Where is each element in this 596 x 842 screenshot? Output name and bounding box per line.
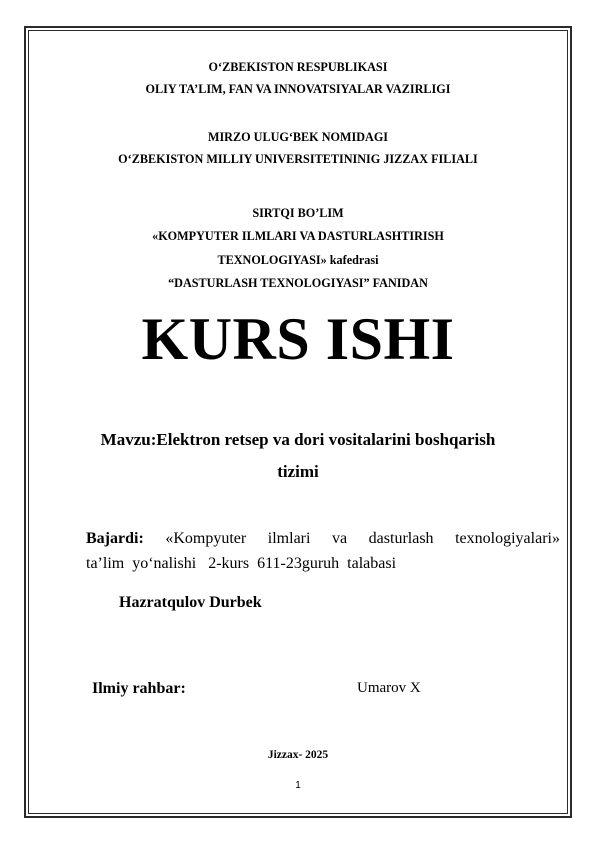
header-named-after: MIRZO ULUG‘BEK NOMIDAGI (207, 130, 389, 144)
performer-word-4: dasturlash (368, 530, 434, 547)
topic-line2: tizimi (277, 462, 319, 481)
header-ministry: OLIY TA’LIM, FAN VA INNOVATSIYALAR VAZIRLIGI (145, 82, 451, 96)
supervisor-label: Ilmiy rahbar: (92, 680, 186, 697)
student-name: Hazratqulov Durbek (119, 594, 262, 611)
performer-word-5: texnologiyalari» (455, 530, 560, 547)
performer-word-3: va (332, 530, 348, 547)
performer-label: Bajardi: (86, 530, 144, 547)
header-republic: O‘ZBEKISTON RESPUBLIKASI (208, 60, 388, 74)
header-university: O‘ZBEKISTON MILLIY UNIVERSITETININIG JIZZAX FILIALI (118, 152, 478, 166)
header-chair-line2 (0, 253, 596, 268)
header-subject: “DASTURLASH TEXNOLOGIYASI” FANIDAN (168, 276, 428, 290)
performer-line1 (86, 530, 560, 548)
header-chair-word: kafedrasi (326, 253, 379, 267)
topic-line1: Mavzu:Elektron retsep va dori vositalarini boshqarish (100, 430, 496, 449)
supervisor-name: Umarov X (357, 680, 421, 696)
performer-line2: ta’lim yo‘nalishi 2-kurs 611-23guruh talabasi (86, 555, 397, 572)
header-chair-name-end: TEXNOLOGIYASI» (217, 253, 327, 267)
header-chair-line1: «KOMPYUTER ILMLARI VA DASTURLASHTIRISH (152, 229, 444, 243)
header-department: SIRTQI BO’LIM (252, 206, 344, 220)
document-title: KURS ISHI (141, 306, 455, 372)
city-year: Jizzax- 2025 (267, 749, 329, 761)
performer-word-2: ilmlari (267, 530, 311, 547)
page-number: 1 (295, 780, 301, 791)
performer-word-1: «Kompyuter (165, 530, 247, 547)
